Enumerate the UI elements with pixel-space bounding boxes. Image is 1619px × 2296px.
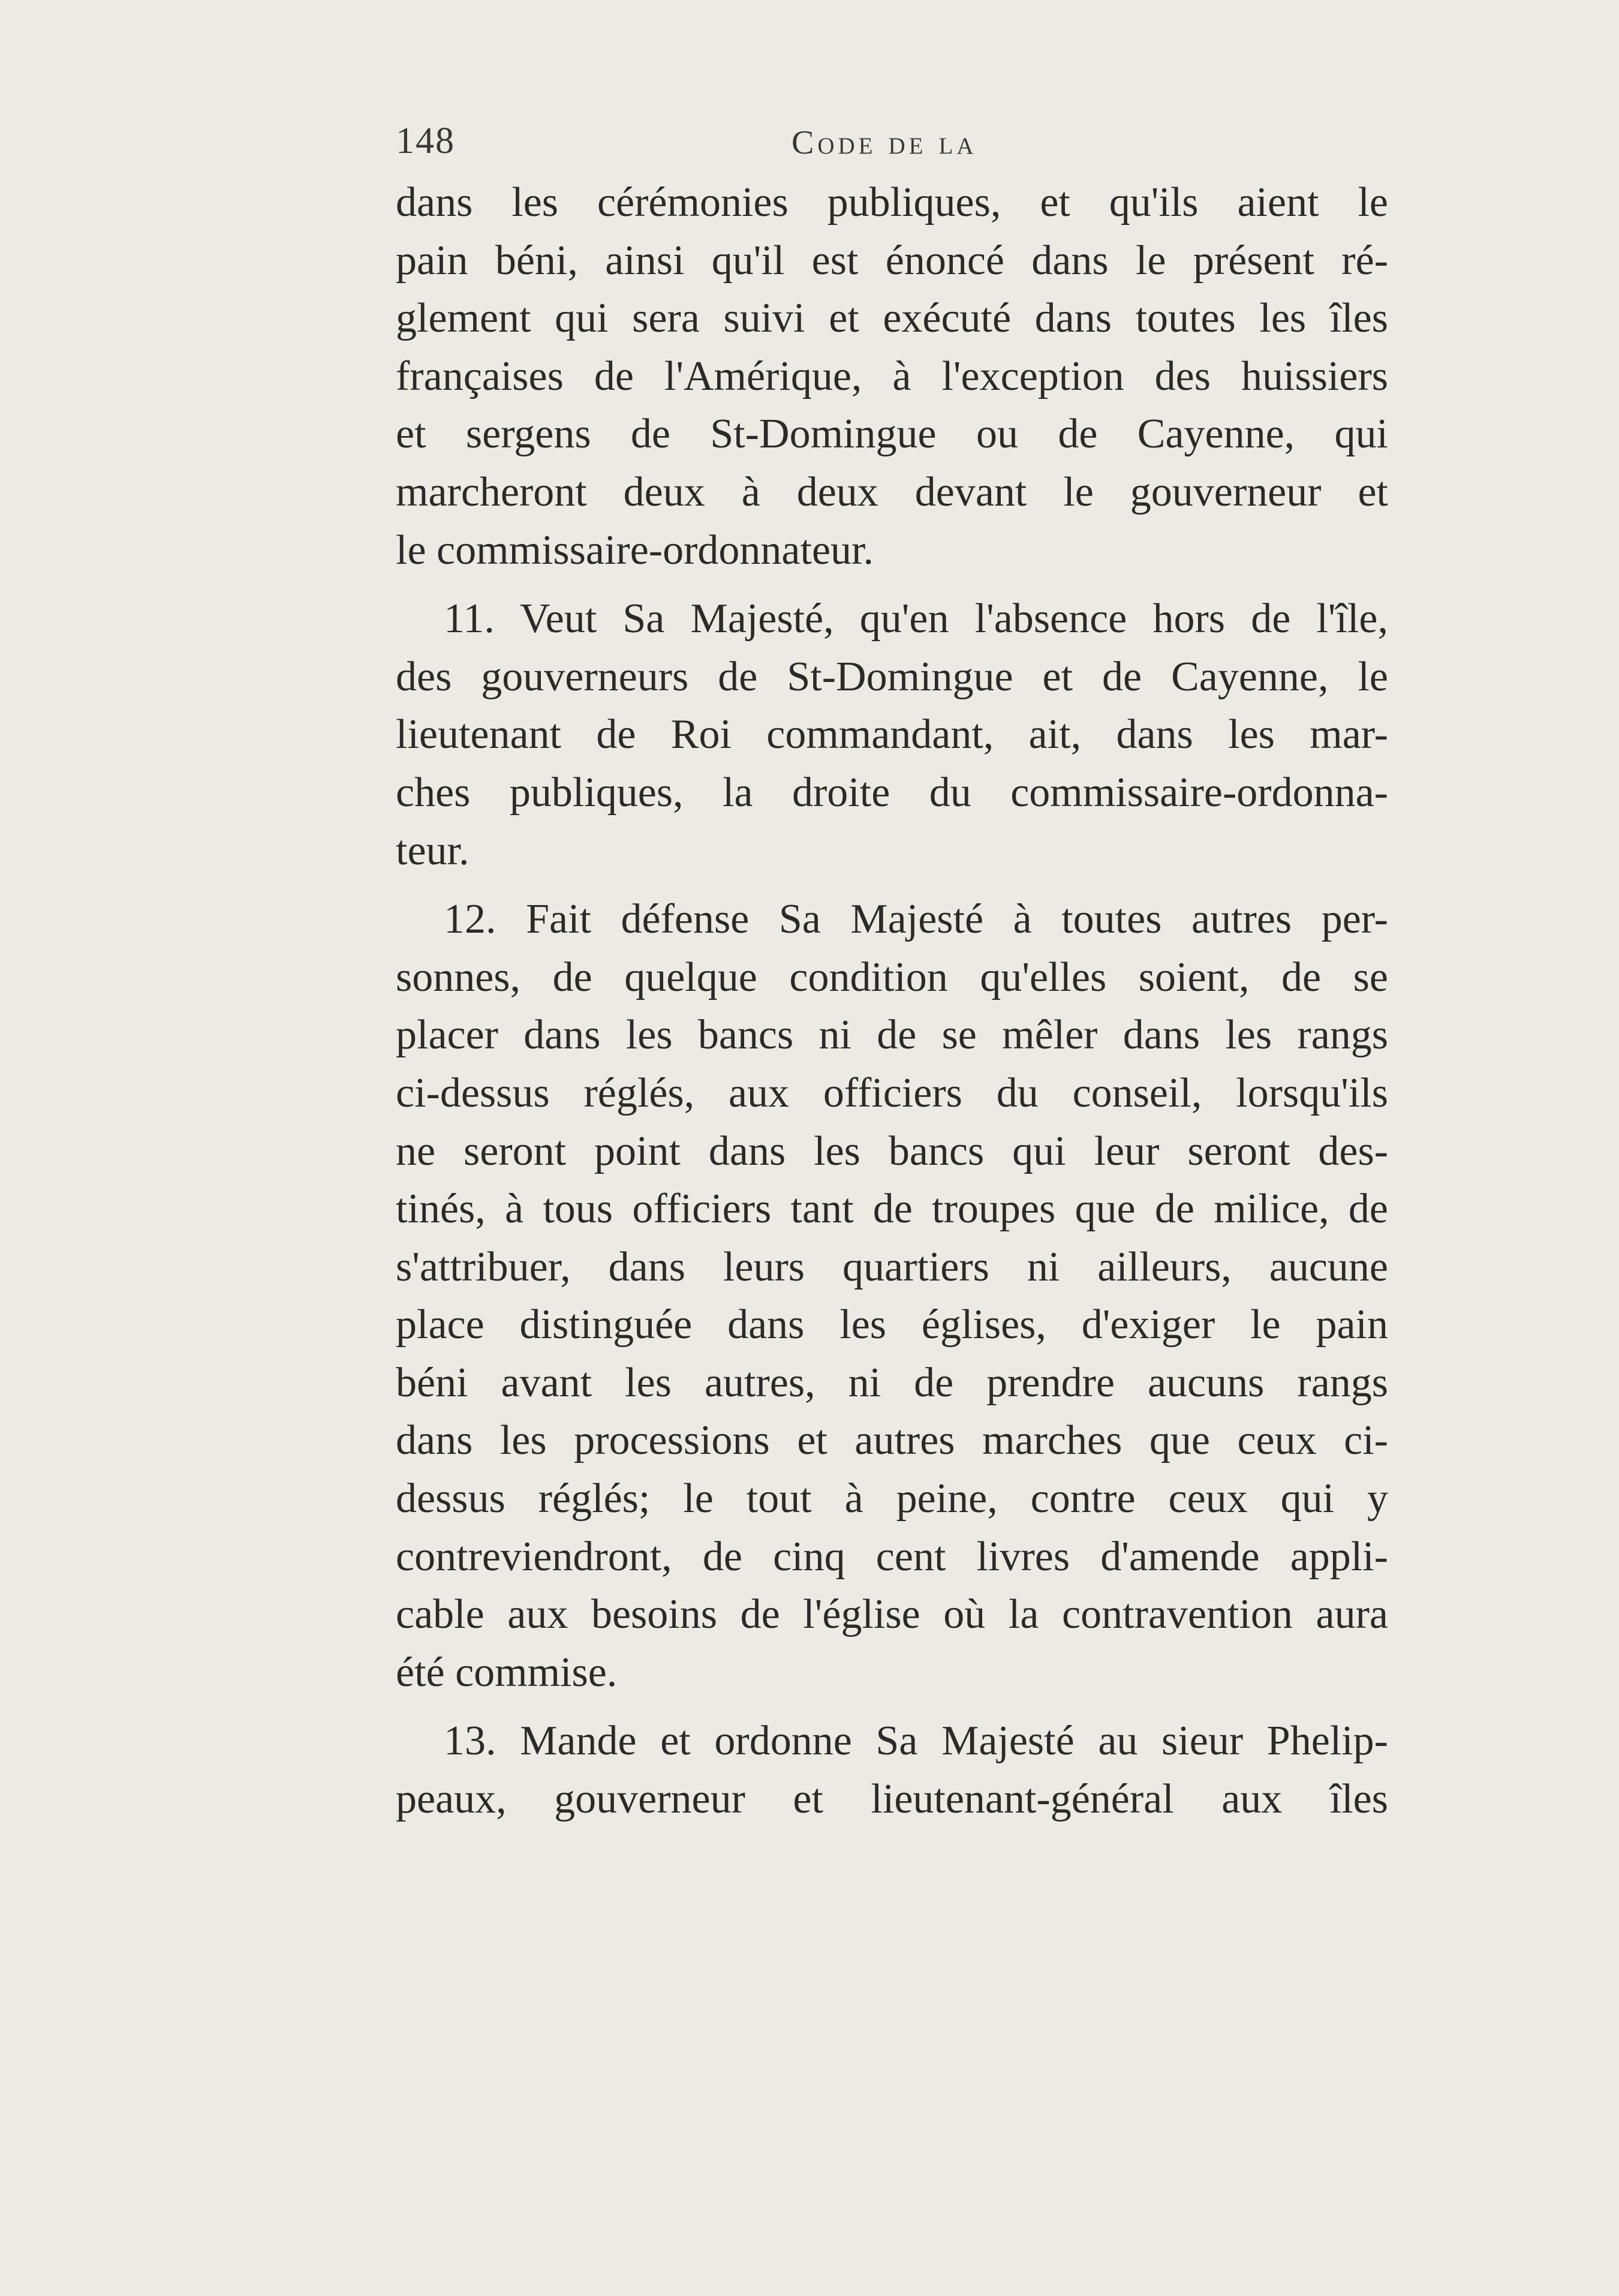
text-line: glement qui sera suivi et exécuté dans toutes les îles — [396, 295, 1388, 342]
text-line: lieutenant de Roi commandant, ait, dans les mar- — [396, 711, 1388, 758]
text-line: place distinguée dans les églises, d'exiger le pain — [396, 1302, 1388, 1348]
text-line: ches publiques, la droite du commissaire-ordonna- — [396, 769, 1388, 816]
paragraph-article-12 — [396, 891, 1388, 1702]
running-title: Code de la — [792, 124, 977, 161]
text-line: pain béni, ainsi qu'il est énoncé dans le présent ré- — [396, 237, 1388, 284]
text-line: 11. Veut Sa Majesté, qu'en l'absence hors de l'île, — [444, 596, 1388, 642]
text-line: et sergens de St-Domingue ou de Cayenne, qui — [396, 411, 1388, 458]
text-line: béni avant les autres, ni de prendre aucuns rangs — [396, 1359, 1388, 1406]
text-line: dans les processions et autres marches que ceux ci- — [396, 1417, 1388, 1464]
paragraph-article-13 — [396, 1712, 1388, 1828]
paragraph-continuation — [396, 174, 1388, 579]
text-line: ne seront point dans les bancs qui leur seront des- — [396, 1128, 1388, 1174]
text-line: dessus réglés; le tout à peine, contre ceux qui y — [396, 1475, 1388, 1522]
text-line: 13. Mande et ordonne Sa Majesté au sieur Phelip- — [444, 1718, 1388, 1765]
text-line: des gouverneurs de St-Domingue et de Cayenne, le — [396, 653, 1388, 700]
text-line: le commissaire-ordonnateur. — [396, 527, 874, 573]
paragraph-article-11 — [396, 590, 1388, 880]
body-text — [396, 174, 1388, 1840]
text-line: teur. — [396, 827, 470, 874]
page-header — [396, 120, 1388, 174]
text-line: ci-dessus réglés, aux officiers du conseil, lorsqu'ils — [396, 1069, 1388, 1116]
text-line: placer dans les bancs ni de se mêler dans les rangs — [396, 1012, 1388, 1059]
text-line: françaises de l'Amérique, à l'exception des huissiers — [396, 353, 1388, 399]
text-line: contreviendront, de cinq cent livres d'amende appli- — [396, 1533, 1388, 1580]
text-line: dans les cérémonies publiques, et qu'ils aient le — [396, 179, 1388, 226]
text-line: s'attribuer, dans leurs quartiers ni ailleurs, aucune — [396, 1243, 1388, 1290]
text-line: peaux, gouverneur et lieutenant-général aux îles — [396, 1776, 1388, 1823]
text-line: 12. Fait défense Sa Majesté à toutes autres per- — [444, 896, 1388, 943]
text-line: cable aux besoins de l'église où la contravention aura — [396, 1591, 1388, 1638]
text-line: sonnes, de quelque condition qu'elles soient, de se — [396, 954, 1388, 1000]
text-line: été commise. — [396, 1649, 618, 1696]
page-number: 148 — [396, 121, 455, 161]
text-line: marcheront deux à deux devant le gouverneur et — [396, 468, 1388, 515]
text-line: tinés, à tous officiers tant de troupes que de milice, de — [396, 1186, 1388, 1233]
